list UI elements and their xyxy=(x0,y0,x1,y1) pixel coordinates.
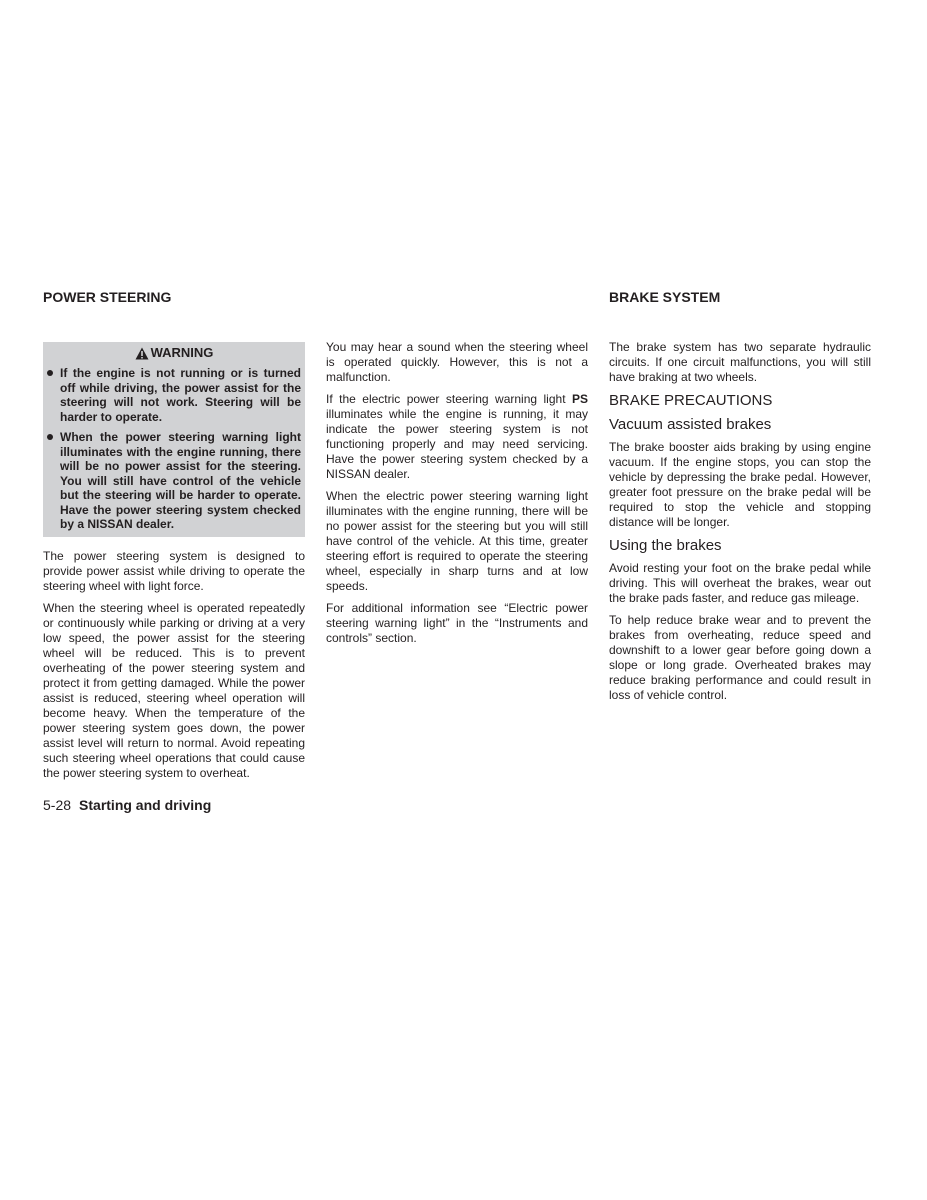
warning-title-text: WARNING xyxy=(150,345,214,360)
brake-system-heading: BRAKE SYSTEM xyxy=(609,289,721,305)
bullet-icon xyxy=(47,434,53,440)
column-power-steering xyxy=(43,342,305,788)
paragraph: The brake booster aids braking by using engine vacuum. If the engine stops, you can stop the vehicle by depressing the brake pedal. However, greater foot pressure on the brake pedal will be required to stop the vehicle and stopping distance will be longer. xyxy=(609,440,871,529)
paragraph: Avoid resting your foot on the brake pedal while driving. This will overheat the brakes, wear out the brake pads faster, and reduce gas mileage. xyxy=(609,561,871,605)
paragraph: The brake system has two separate hydraulic circuits. If one circuit malfunctions, you will still have braking at two wheels. xyxy=(609,340,871,384)
text-run: If the electric power steering warning light xyxy=(326,392,572,406)
paragraph: To help reduce brake wear and to prevent the brakes from overheating, reduce speed and downshift to a lower gear before going down a slope or long grade. Overheated brakes may reduce braking performance and could result in loss of vehicle control. xyxy=(609,613,871,702)
warning-item xyxy=(47,430,301,532)
paragraph: For additional information see “Electric power steering warning light” in the “Instruments and controls” section. xyxy=(326,601,588,645)
paragraph: The power steering system is designed to provide power assist while driving to operate the steering wheel with light force. xyxy=(43,548,305,593)
warning-list xyxy=(47,366,301,532)
paragraph-ps-light xyxy=(326,392,588,482)
ps-indicator-label: PS xyxy=(571,392,588,406)
bullet-icon xyxy=(47,370,53,376)
column-brake-system xyxy=(609,340,871,710)
vacuum-assisted-brakes-heading: Vacuum assisted brakes xyxy=(609,416,772,433)
warning-triangle-icon xyxy=(135,347,149,360)
power-steering-heading: POWER STEERING xyxy=(43,289,172,305)
warning-item xyxy=(47,366,301,424)
page-number: 5-28 xyxy=(43,797,72,813)
warning-item-text: If the engine is not running or is turned off while driving, the power assist for the steering will not work. Steering will be harder to operate. xyxy=(60,366,301,424)
warning-title xyxy=(47,345,301,361)
paragraph: When the steering wheel is operated repeatedly or continuously while parking or driving at a very low speed, the power assist for the steering wheel will be reduced. This is to prevent overheating of the power steering system and protect it from getting damaged. While the power assist is reduced, steering wheel operation will become heavy. When the temperature of the power steering system goes down, the power assist level will return to normal. Avoid repeating such steering wheel operations that could cause the power steering system to overheat. xyxy=(43,600,305,780)
page-footer xyxy=(43,797,211,813)
warning-item-text: When the power steering warning light illuminates with the engine running, there will be no power assist for the steering. You will still have control of the vehicle but the steering will be harder to operate. Have the power steering system checked by a NISSAN dealer. xyxy=(60,430,301,531)
brake-precautions-heading: BRAKE PRECAUTIONS xyxy=(609,392,773,409)
using-the-brakes-heading: Using the brakes xyxy=(609,537,722,554)
warning-box xyxy=(43,342,305,537)
paragraph: You may hear a sound when the steering wheel is operated quickly. However, this is not a malfunction. xyxy=(326,340,588,384)
footer-section-title: Starting and driving xyxy=(79,797,212,813)
column-power-steering-continued xyxy=(326,340,588,653)
text-run: illuminates while the engine is running, it may indicate the power steering system is not functioning properly and may need servicing. Have the power steering system checked by a NISSAN dealer. xyxy=(326,407,588,481)
paragraph: When the electric power steering warning light illuminates with the engine running, there will be no power assist for the steering but you will still have control of the vehicle. At this time, greater steering effort is required to operate the steering wheel, especially in sharp turns and at low speeds. xyxy=(326,489,588,593)
